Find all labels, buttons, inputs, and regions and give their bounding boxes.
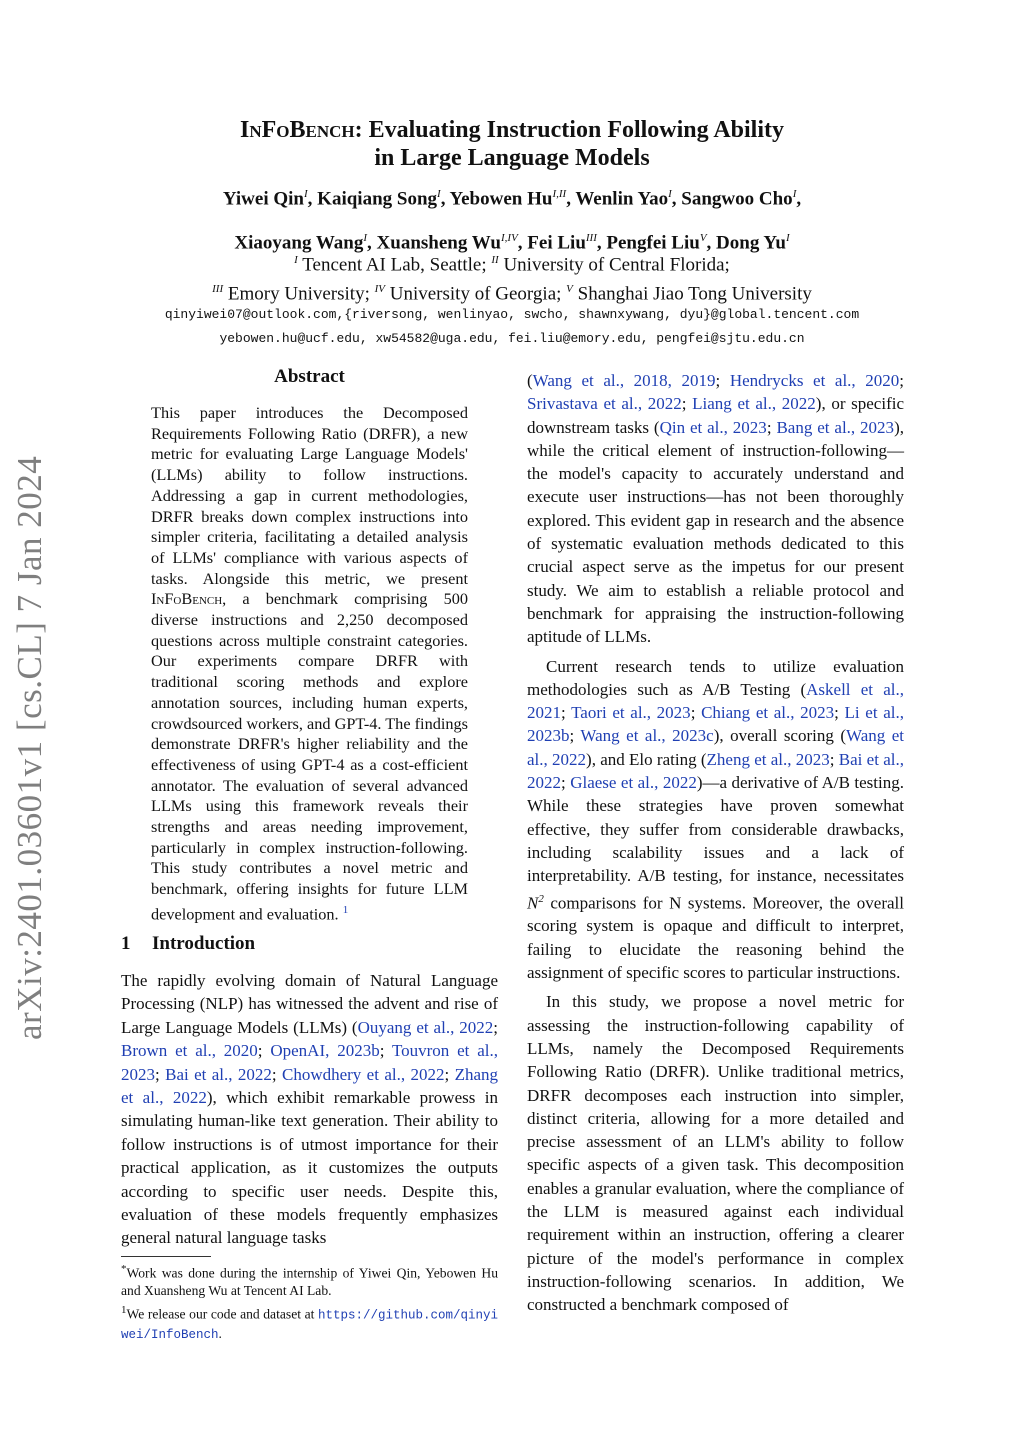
- footnote-mark: *: [121, 1263, 127, 1275]
- author-separator: ,: [440, 188, 450, 210]
- author-affiliation-mark: I: [668, 188, 672, 200]
- section-heading: [121, 933, 255, 955]
- footnote-link[interactable]: 1: [342, 903, 349, 916]
- footnote-punct: .: [218, 1325, 222, 1341]
- body-text: ), which exhibit remarkable prowess in simulating human-like text generation. Their ability to follow instructions is of utmost importance for their practical application, as it customizes the outputs according to specific user needs. Despite this, evaluation of these models frequently emphasizes general natural language tasks: [121, 1088, 498, 1248]
- body-text: ;: [444, 1064, 455, 1084]
- citation-link[interactable]: Touvron et al., 2023: [121, 1041, 498, 1084]
- paragraph: [527, 369, 904, 649]
- title-line1: : Evaluating Instruction Following Ability: [354, 117, 785, 143]
- body-text: ;: [899, 371, 904, 390]
- body-text: )—a derivative of A/B testing. While these strategies have proven somewhat effective, they suffer from considerable drawbacks, including scalability issues and a lack of interpretability. A/B testing, for instance, necessitates: [527, 773, 904, 886]
- paper-title: [0, 116, 1024, 172]
- citation-link[interactable]: Wang et al., 2022: [527, 726, 905, 769]
- affiliation-mark: I: [294, 254, 298, 266]
- benchmark-name: InFoBench: [151, 589, 223, 609]
- body-text: ;: [155, 1064, 166, 1084]
- author-separator: ,: [367, 232, 377, 254]
- author-name: Dong Yu: [716, 232, 786, 254]
- citation-link[interactable]: Chowdhery et al., 2022: [281, 1064, 445, 1084]
- section-title: Introduction: [152, 933, 256, 954]
- citation-link[interactable]: Taori et al., 2023: [571, 703, 691, 723]
- citation-link[interactable]: Hendrycks et al., 2020: [729, 371, 900, 390]
- author-row: [0, 181, 1024, 209]
- github-link[interactable]: https://github.com/qinyiwei/InfoBench: [121, 1308, 498, 1342]
- citation-link[interactable]: Glaese et al., 2022: [570, 773, 697, 793]
- affiliation-name: Emory University;: [223, 283, 375, 305]
- title-line2: in Large Language Models: [374, 145, 650, 171]
- citation-link[interactable]: OpenAI, 2023b: [270, 1041, 380, 1061]
- body-text: ;: [257, 1041, 271, 1061]
- author-name: Kaiqiang Song: [317, 188, 438, 210]
- body-text: ), or specific downstream tasks (: [527, 394, 904, 437]
- citation-link[interactable]: Wang et al., 2023c: [580, 726, 714, 746]
- author-name: Xiaoyang Wang: [234, 232, 364, 254]
- body-text: ;: [271, 1064, 282, 1084]
- abstract-text: , a benchmark comprising 500 diverse instructions and 2,250 decomposed questions across multiple constraint categories. Our experiments compare DRFR with traditional scoring methods and explore annotation sources, including human experts, crowdsourced workers, and GPT-4. The findings demonstrate DRFR's higher reliability and the effectiveness of using GPT-4 as a cost-efficient annotator. The evaluation of several advanced LLMs using this framework reveals their strengths and areas needing improvement, particularly in complex instruction-following. This study contributes a novel metric and benchmark, offering insights for future LLM development and evaluation.: [151, 589, 468, 924]
- author-affiliation-mark: I: [304, 188, 308, 200]
- affiliation-line: [0, 248, 1024, 277]
- body-text: ;: [493, 1017, 498, 1037]
- body-text: ), and Elo rating (: [586, 749, 707, 769]
- body-text: ;: [569, 726, 581, 746]
- affiliation-name: University of Central Florida;: [498, 254, 730, 276]
- intro-paragraph: [121, 969, 498, 1250]
- abstract-body: [151, 403, 468, 925]
- affiliation-mark: III: [212, 283, 224, 296]
- right-column-text: [527, 369, 904, 1317]
- citation-link[interactable]: Qin et al., 2023: [659, 417, 767, 437]
- affiliation-mark: IV: [374, 283, 385, 296]
- affiliation-mark: V: [566, 283, 573, 296]
- body-text: ;: [829, 749, 839, 769]
- citation-link[interactable]: Brown et al., 2020: [121, 1041, 258, 1061]
- math-variable: N: [527, 893, 539, 913]
- author-emails: [0, 303, 1024, 351]
- body-text: The rapidly evolving domain of Natural Language Processing (NLP) has witnessed the advent and rise of Large Language Models (LLMs) (: [121, 971, 498, 1037]
- citation-link[interactable]: Askell et al., 2021: [527, 679, 905, 723]
- abstract-heading: Abstract: [274, 366, 345, 387]
- citation-link[interactable]: Ouyang et al., 2022: [357, 1017, 494, 1037]
- body-text: ), overall scoring (: [713, 726, 847, 746]
- author-affiliation-mark: I: [437, 188, 441, 200]
- author-separator: ,: [517, 232, 528, 254]
- footnote-text: We release our code and dataset at: [126, 1306, 318, 1322]
- body-text: ;: [690, 703, 702, 723]
- body-text: ;: [561, 703, 572, 723]
- body-text: ;: [715, 371, 730, 390]
- author-name: Fei Liu: [527, 232, 586, 254]
- abstract-text: This paper introduces the Decomposed Requirements Following Ratio (DRFR), a new metric for evaluating Large Language Models' (LLMs) ability to follow instructions. Addressing a gap in current methodologies, DRFR breaks down complex instructions into simpler criteria, facilitating a detailed analysis of LLMs' compliance with various aspects of tasks. Alongside this metric, we present: [151, 403, 468, 588]
- author-name: Yiwei Qin: [222, 188, 304, 210]
- citation-link[interactable]: Bai et al., 2022: [165, 1064, 272, 1084]
- citation-link[interactable]: Bai et al., 2022: [527, 749, 904, 793]
- affiliation-mark: II: [491, 254, 499, 266]
- body-text: comparisons for N systems. Moreover, the overall scoring system is opaque and difficult to interpret, failing to elucidate the reasoning behind the assignment of specific scores to particular instructions.: [527, 893, 904, 983]
- body-text: ;: [834, 703, 845, 723]
- author-separator: ,: [566, 188, 576, 210]
- author-separator: ,: [796, 188, 802, 210]
- body-text: Current research tends to utilize evaluation methodologies such as A/B Testing (: [527, 656, 904, 699]
- author-name: Wenlin Yao: [575, 188, 669, 210]
- affiliation-name: Tencent AI Lab, Seattle;: [297, 254, 492, 276]
- email-line[interactable]: yebowen.hu@ucf.edu, xw54582@uga.edu, fei.liu@emory.edu, pengfei@sjtu.edu.cn: [219, 331, 805, 346]
- author-separator: ,: [706, 232, 717, 254]
- citation-link[interactable]: Li et al., 2023b: [527, 703, 904, 746]
- body-text: ;: [561, 773, 571, 793]
- paragraph: [527, 655, 904, 985]
- author-affiliation-mark: I: [785, 232, 790, 244]
- math-superscript: 2: [538, 892, 544, 905]
- author-affiliation-mark: I: [792, 188, 797, 200]
- author-name: Yebowen Hu: [449, 188, 553, 210]
- body-text: In this study, we propose a novel metric for assessing the instruction-following capability of LLMs, namely the Decomposed Requirements Following Ratio (DRFR). Unlike traditional metrics, DRFR decomposes each instruction into simpler, distinct criteria, allowing for a more detailed and precise assessment of an LLM's ability to follow specific aspects of a given task. This decomposition enables a granular evaluation, where the compliance of the LLM is measured against each individual requirement within an instruction, offering a clearer picture of the model's performance in complex instruction-following scenarios. In addition, We constructed a benchmark composed of: [527, 992, 904, 1315]
- citation-link[interactable]: Chiang et al., 2023: [701, 703, 835, 723]
- email-line[interactable]: qinyiwei07@outlook.com,{riversong, wenlinyao, swcho, shawnxywang, dyu}@global.tencent.com: [164, 307, 860, 322]
- author-separator: ,: [307, 188, 318, 210]
- body-text: ), while the critical element of instruction-following—the model's capacity to accurately understand and execute user instructions—has not been thoroughly explored. This evident gap in research and the absence of systematic evaluation methods dedicated to this crucial aspect serve as the impetus for our present study. We aim to establish a reliable protocol and benchmark for appraising the instruction-following aptitude of LLMs.: [527, 417, 904, 647]
- section-number: 1: [121, 933, 131, 954]
- body-text: ;: [681, 394, 693, 414]
- citation-link[interactable]: Wang et al., 2018, 2019: [532, 371, 716, 390]
- body-text: ;: [766, 417, 777, 437]
- citation-link[interactable]: Srivastava et al., 2022: [527, 394, 682, 414]
- citation-link[interactable]: Liang et al., 2022: [692, 394, 816, 414]
- affiliation-name: University of Georgia;: [384, 283, 567, 305]
- author-name: Pengfei Liu: [606, 232, 700, 254]
- paragraph: [527, 990, 904, 1316]
- footnote-divider: [121, 1256, 211, 1257]
- citation-link[interactable]: Zheng et al., 2023: [706, 749, 830, 769]
- author-affiliation-mark: III: [585, 232, 597, 244]
- body-text: ;: [379, 1041, 392, 1061]
- affiliations: [0, 248, 1024, 307]
- author-affiliation-mark: I,II: [552, 188, 567, 200]
- footnotes: [121, 1261, 498, 1344]
- footnote-text: Work was done during the internship of Yiwei Qin, Yebowen Hu and Xuansheng Wu at Tencent AI Lab.: [121, 1265, 498, 1299]
- author-affiliation-mark: I: [363, 232, 368, 244]
- benchmark-name: InFoBench: [239, 117, 355, 143]
- author-affiliation-mark: V: [699, 232, 707, 244]
- author-separator: ,: [596, 232, 607, 254]
- author-separator: ,: [671, 188, 682, 210]
- author-name: Sangwoo Cho: [681, 188, 793, 210]
- arxiv-identifier-stamp: arXiv:2401.03601v1 [cs.CL] 7 Jan 2024: [10, 455, 49, 1040]
- citation-link[interactable]: Bang et al., 2023: [776, 417, 895, 437]
- footnote-mark: 1: [121, 1303, 127, 1316]
- citation-link[interactable]: Zhang et al., 2022: [121, 1064, 499, 1108]
- author-list: [0, 181, 1024, 253]
- affiliation-name: Shanghai Jiao Tong University: [572, 283, 812, 305]
- author-affiliation-mark: I,IV: [501, 232, 518, 244]
- body-text: (: [527, 371, 533, 390]
- author-name: Xuansheng Wu: [376, 232, 501, 254]
